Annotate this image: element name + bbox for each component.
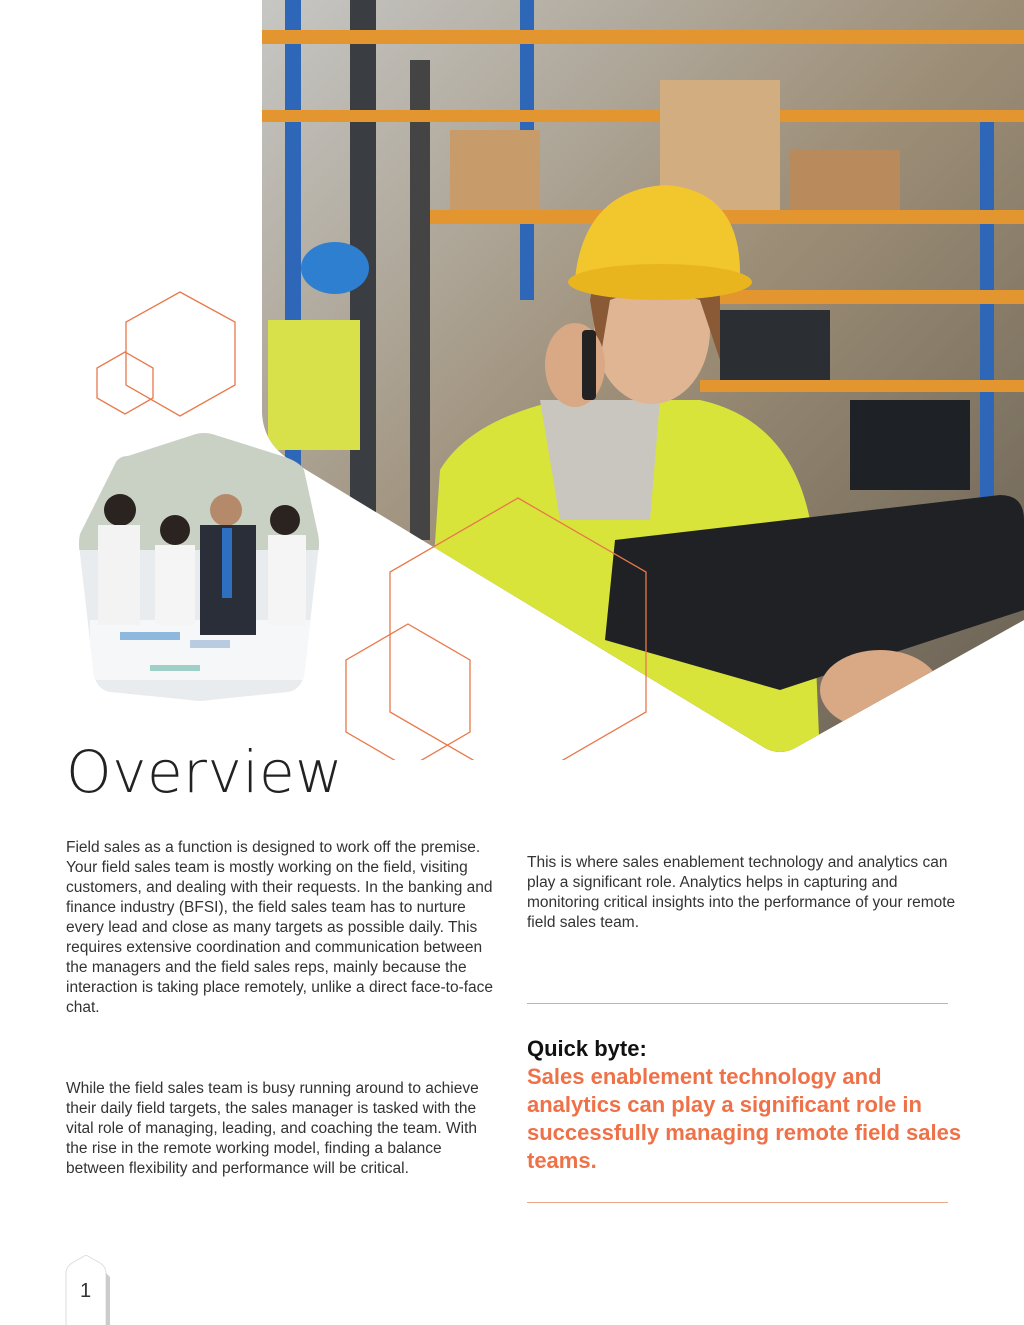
quick-byte-text: Sales enablement technology and analytics can play a significant role in successfully managing remote field sales teams. [527,1064,962,1173]
hexagon-outline [126,292,235,416]
divider-bottom [527,1202,948,1203]
body-paragraph-2: While the field sales team is busy running around to achieve their daily field targets, the sales manager is tasked with the vital role of managing, leading, and coaching the team. With the rise in the remote working model, finding a balance between flexibility and performance will be critical. [66,1080,479,1177]
page-number: 1 [80,1280,92,1302]
page-title: Overview [66,738,344,806]
body-paragraph-3: This is where sales enablement technology and analytics can play a significant role. Analytics helps in capturing and monitoring critical insights into the performance of your remote field sales team. [527,854,956,931]
quick-byte-label: Quick byte: [527,1036,647,1061]
body-paragraph-1: Field sales as a function is designed to work off the premise. Your field sales team is mostly working on the field, visiting customers, and dealing with their requests. In the banking and finance industry (BFSI), the field sales team has to nurture every lead and close as many targets as possible daily. This requires extensive coordination and communication between the managers and the field sales reps, mainly because the interaction is taking place remotely, unlike a direct face-to-face chat. [66,839,494,1016]
divider-top [527,1003,948,1004]
